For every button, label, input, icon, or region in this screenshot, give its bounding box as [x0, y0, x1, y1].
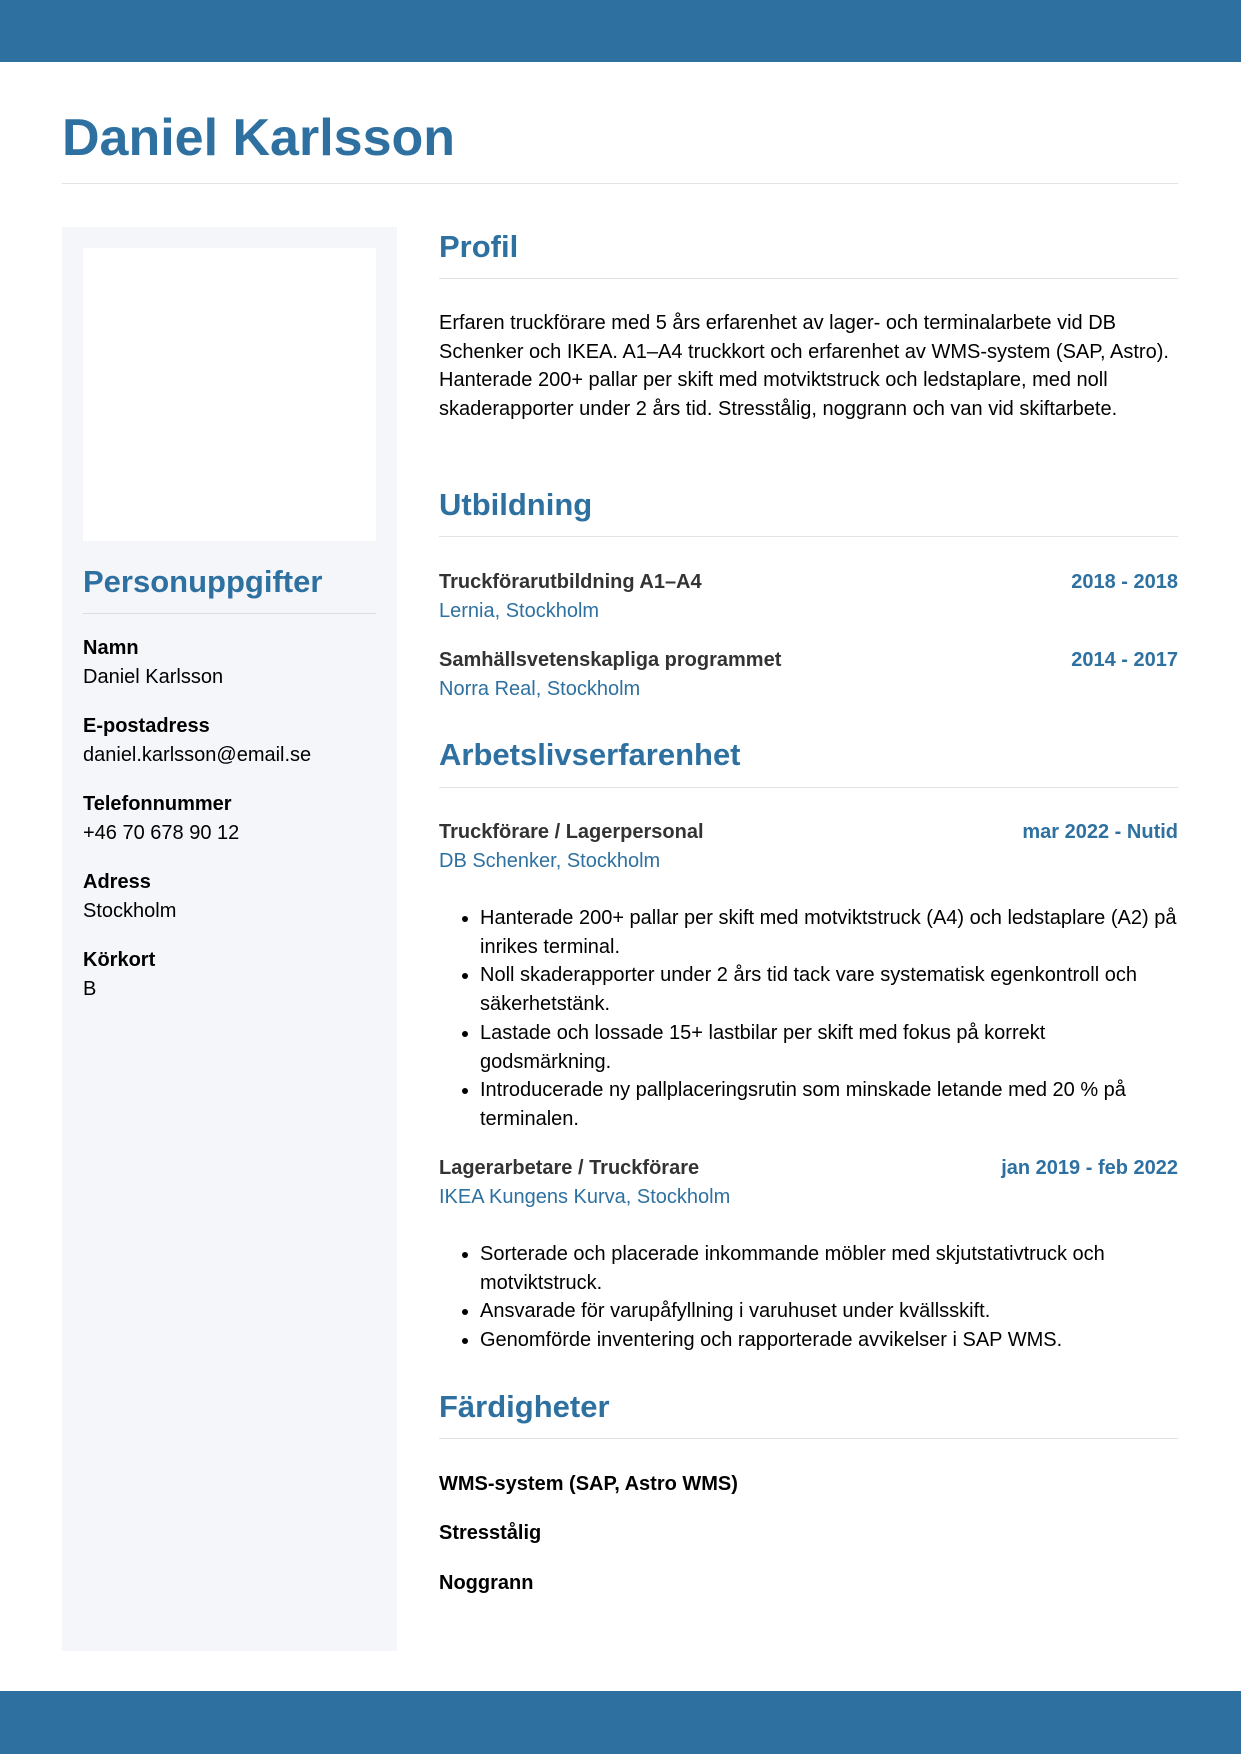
skill-item: WMS-system (SAP, Astro WMS) — [439, 1473, 738, 1495]
field-label: Telefonnummer — [83, 793, 232, 815]
field-license — [83, 946, 155, 1004]
skill-item: Stresstålig — [439, 1522, 542, 1544]
field-value: Stockholm — [83, 900, 177, 922]
experience-divider — [439, 787, 1178, 788]
education-divider — [439, 536, 1178, 537]
skills-title: Färdigheter — [439, 1389, 610, 1424]
field-label: Namn — [83, 637, 139, 659]
job-title: Truckförare / Lagerpersonal — [439, 821, 704, 843]
education-item-title: Samhällsvetenskapliga programmet — [439, 649, 782, 671]
profile-divider — [439, 278, 1178, 279]
field-value: daniel.karlsson@email.se — [83, 744, 312, 766]
job-dates: mar 2022 - Nutid — [1022, 821, 1178, 843]
profile-title: Profil — [439, 229, 519, 264]
skill-item: Noggrann — [439, 1572, 534, 1594]
field-phone — [83, 790, 239, 848]
job-bullet: • Noll skaderapporter under 2 års tid tack vare systematisk egenkontroll och säkerhetstänk. — [480, 961, 1178, 1018]
field-label: E-postadress — [83, 715, 210, 737]
education-item-dates: 2018 - 2018 — [1071, 571, 1178, 593]
skills-divider — [439, 1438, 1178, 1439]
education-item-place: Lernia, Stockholm — [439, 600, 600, 622]
job-bullet: • Lastade och lossade 15+ lastbilar per skift med fokus på korrekt godsmärkning. — [480, 1019, 1178, 1076]
education-item-place: Norra Real, Stockholm — [439, 678, 641, 700]
field-label: Körkort — [83, 949, 156, 971]
job-bullet-list — [439, 904, 1178, 1134]
header-bar — [0, 0, 1241, 62]
field-value: B — [83, 978, 97, 1000]
education-title: Utbildning — [439, 487, 593, 522]
job-employer: DB Schenker, Stockholm — [439, 850, 661, 872]
candidate-name: Daniel Karlsson — [62, 109, 456, 167]
job-bullet: • Ansvarade för varupåfyllning i varuhuset under kvällsskift. — [480, 1297, 1178, 1326]
field-value: Daniel Karlsson — [83, 666, 224, 688]
job-bullet: • Introducerade ny pallplaceringsrutin som minskade letande med 20 % på terminalen. — [480, 1076, 1178, 1133]
field-value: +46 70 678 90 12 — [83, 822, 240, 844]
field-email — [83, 712, 311, 770]
sidebar — [62, 227, 397, 1651]
personal-info-divider — [83, 613, 376, 614]
education-item-dates: 2014 - 2017 — [1071, 649, 1178, 671]
field-label: Adress — [83, 871, 151, 893]
field-name — [83, 634, 223, 692]
job-bullet-list — [439, 1240, 1178, 1355]
education-item-title: Truckförarutbildning A1–A4 — [439, 571, 702, 593]
personal-info-title: Personuppgifter — [83, 564, 323, 599]
name-divider — [62, 183, 1178, 184]
profile-text: Erfaren truckförare med 5 års erfarenhet av lager- och terminalarbete vid DB Schenker och IKEA. A1–A4 truckkort och erfarenhet av WMS-system (SAP, Astro). Hanterade 200+ pallar per skift med motviktstruck och ledstaplare, med noll skaderapporter under 2 års tid. Stresstålig, noggrann och van vid skiftarbete. — [439, 312, 1169, 421]
footer-bar — [0, 1691, 1241, 1754]
profile-photo-placeholder — [83, 248, 376, 541]
job-title: Lagerarbetare / Truckförare — [439, 1157, 700, 1179]
field-address — [83, 868, 176, 926]
job-dates: jan 2019 - feb 2022 — [1001, 1157, 1178, 1179]
job-bullet: • Genomförde inventering och rapporterade avvikelser i SAP WMS. — [480, 1326, 1178, 1355]
job-bullet: • Sorterade och placerade inkommande möbler med skjutstativtruck och motviktstruck. — [480, 1240, 1178, 1297]
experience-title: Arbetslivserfarenhet — [439, 737, 741, 772]
job-employer: IKEA Kungens Kurva, Stockholm — [439, 1186, 731, 1208]
job-bullet: • Hanterade 200+ pallar per skift med motviktstruck (A4) och ledstaplare (A2) på inrikes terminal. — [480, 904, 1178, 961]
